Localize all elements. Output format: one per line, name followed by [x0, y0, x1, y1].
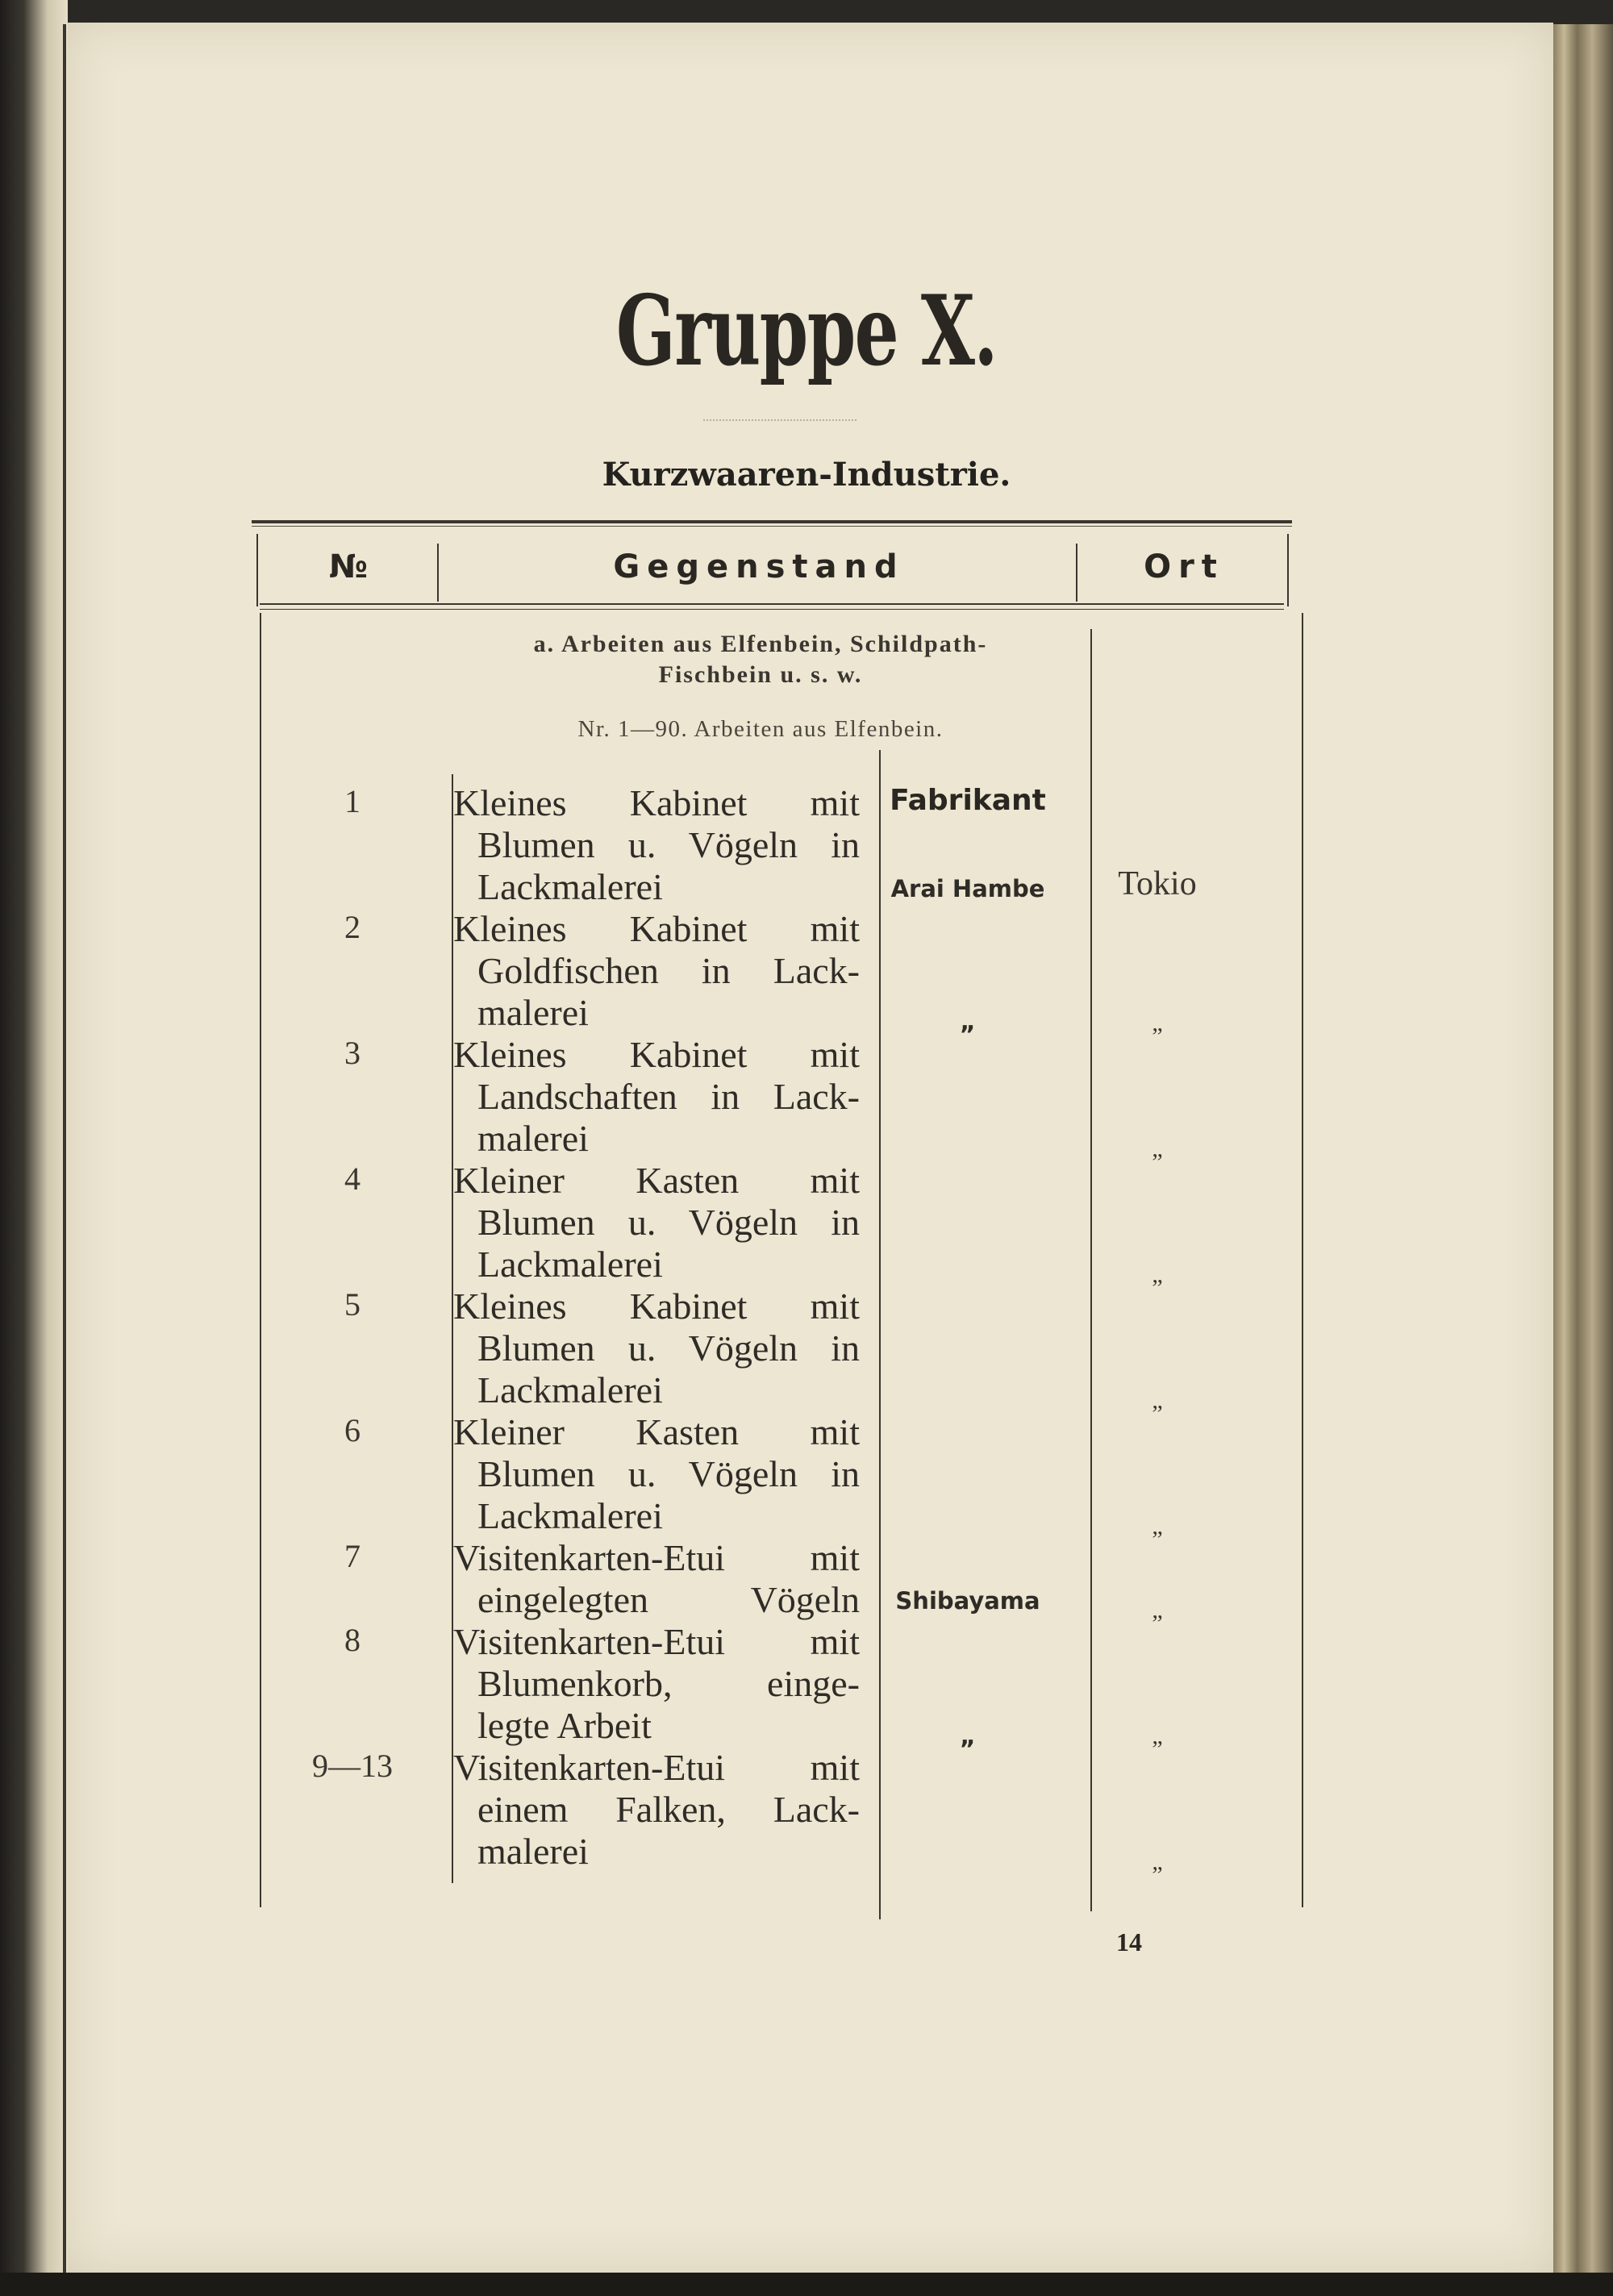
entry-number: 8 [344, 1622, 361, 1658]
page-title: Gruppe X. [615, 274, 998, 388]
description-line: Lackmalerei [477, 1369, 663, 1411]
header-divider-2 [1076, 544, 1077, 602]
description-line: Lackmalerei [477, 1244, 663, 1285]
manufacturer-cell: „ [960, 1723, 976, 1751]
description-line: Lackmalerei [477, 866, 663, 907]
entry-description [453, 1621, 860, 1747]
description-line: Kleines Kabinet mit [453, 1034, 860, 1075]
binding-line [63, 24, 66, 2274]
header-bottom-rule-thin [260, 609, 1284, 610]
manufacturer-cell: Shibayama [895, 1587, 1040, 1615]
place-cell: „ [1152, 1848, 1163, 1875]
body-divider-place [1090, 629, 1092, 1911]
page-number: 14 [1116, 1927, 1142, 1956]
entry-number: 7 [344, 1538, 361, 1574]
table-top-rule [252, 520, 1292, 523]
entry-number: 5 [344, 1286, 361, 1323]
body-border-left [260, 613, 261, 1907]
entry-description [453, 1034, 860, 1160]
section-heading [442, 629, 1079, 690]
description-line: Kleiner Kasten mit [453, 1411, 860, 1452]
entry-description [453, 782, 860, 908]
page-subtitle: Kurzwaaren-Industrie. [602, 456, 1011, 494]
section-heading-line-2: Fischbein u. s. w. [658, 661, 863, 688]
header-place: Ort [1144, 548, 1224, 585]
range-note: Nr. 1—90. Arbeiten aus Elfenbein. [577, 716, 944, 742]
entry-number: 6 [344, 1412, 361, 1448]
description-line: Goldfischen in Lack- [477, 950, 860, 991]
place-cell: Tokio [1118, 865, 1197, 902]
place-cell: „ [1152, 1010, 1163, 1036]
description-line: Blumenkorb, einge- [477, 1663, 860, 1704]
description-line: Visitenkarten-Etui mit [453, 1747, 860, 1788]
header-bottom-rule [260, 603, 1284, 605]
place-cell: „ [1152, 1387, 1163, 1414]
description-line: Kleiner Kasten mit [453, 1160, 860, 1201]
description-line: Blumen u. Vögeln in [477, 824, 860, 865]
entry-description [453, 1286, 860, 1411]
description-line: Kleines Kabinet mit [453, 1286, 860, 1327]
description-line: malerei [477, 1831, 589, 1872]
header-divider-1 [437, 544, 439, 602]
description-line: Kleines Kabinet mit [453, 782, 860, 823]
description-line: malerei [477, 1118, 589, 1159]
body-border-right [1302, 613, 1303, 1907]
header-number: № [328, 548, 369, 585]
bottom-edge [0, 2273, 1613, 2296]
description-line: malerei [477, 992, 589, 1033]
description-line: einem Falken, Lack- [477, 1789, 860, 1830]
place-cell: „ [1152, 1723, 1163, 1749]
description-line: Kleines Kabinet mit [453, 908, 860, 949]
place-cell: „ [1152, 1261, 1163, 1288]
table-border-right [1287, 534, 1289, 606]
entry-number: 1 [344, 783, 361, 819]
title-ornament-rule [703, 419, 857, 421]
place-cell: „ [1152, 1135, 1163, 1162]
entry-description [453, 1411, 860, 1537]
description-line: Lackmalerei [477, 1495, 663, 1536]
section-heading-line-1: a. Arbeiten aus Elfenbein, Schildpath- [533, 631, 988, 657]
description-line: Blumen u. Vögeln in [477, 1453, 860, 1494]
manufacturer-cell: Arai Hambe [890, 875, 1045, 902]
table-border-left [256, 534, 258, 606]
description-line: Blumen u. Vögeln in [477, 1202, 860, 1243]
place-cell: „ [1152, 1597, 1163, 1623]
place-cell: „ [1152, 1513, 1163, 1540]
manufacturer-heading: Fabrikant [890, 784, 1046, 817]
page-edges [1553, 24, 1613, 2274]
book-spine [0, 0, 68, 2296]
description-line: legte Arbeit [477, 1705, 652, 1746]
description-line: eingelegten Vögeln [477, 1579, 860, 1620]
table-top-rule-thin [252, 526, 1292, 527]
header-object: Gegenstand [613, 548, 905, 585]
manufacturer-cell: „ [960, 1008, 976, 1036]
entry-number: 3 [344, 1035, 361, 1071]
entry-description [453, 1160, 860, 1286]
entry-description [453, 908, 860, 1034]
description-line: Landschaften in Lack- [477, 1076, 860, 1117]
entry-number: 4 [344, 1161, 361, 1197]
entry-description [453, 1747, 860, 1873]
entry-description [453, 1537, 860, 1621]
description-line: Visitenkarten-Etui mit [453, 1537, 860, 1578]
entry-number: 2 [344, 909, 361, 945]
description-line: Visitenkarten-Etui mit [453, 1621, 860, 1662]
description-line: Blumen u. Vögeln in [477, 1327, 860, 1369]
entry-number: 9—13 [312, 1748, 393, 1784]
